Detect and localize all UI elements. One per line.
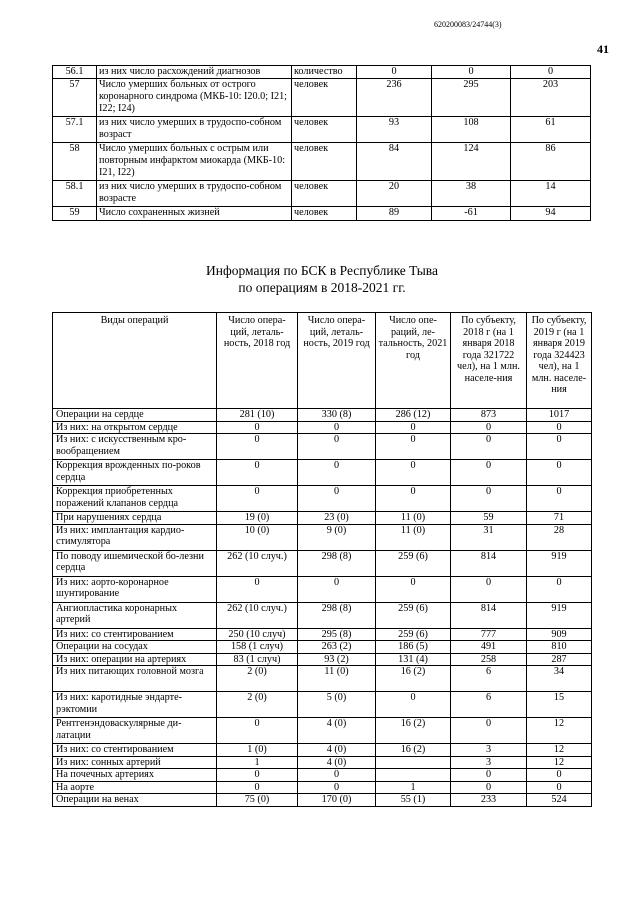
indicators-table xyxy=(52,65,591,221)
table-cell: 0 xyxy=(298,769,376,782)
table-cell: 233 xyxy=(451,794,527,807)
operation-name: Из них: каротидные эндарте-рэктомии xyxy=(53,692,217,718)
operation-name: По поводу ишемической бо-лезни сердца xyxy=(53,550,217,576)
table-cell: 56.1 xyxy=(53,66,97,79)
table-cell: 14 xyxy=(511,181,591,207)
table-cell: 0 xyxy=(527,460,592,486)
table-cell: 94 xyxy=(511,207,591,221)
table-cell: 4 (0) xyxy=(298,756,376,769)
table-cell: 16 (2) xyxy=(376,718,451,744)
column-header: По субъекту, 2018 г (на 1 января 2018 года 321722 чел), на 1 млн. населе-ния xyxy=(451,313,527,409)
table-cell: человек xyxy=(292,181,357,207)
table-cell: из них число расхождений диагнозов xyxy=(97,66,292,79)
table-cell: 0 xyxy=(217,769,298,782)
table-cell: 61 xyxy=(511,117,591,143)
page-number: 41 xyxy=(597,42,609,56)
table-cell: 16 (2) xyxy=(376,666,451,692)
table-cell: 0 xyxy=(451,718,527,744)
table-cell: 12 xyxy=(527,744,592,757)
table-cell: 0 xyxy=(451,769,527,782)
table-row xyxy=(53,181,591,207)
table-cell: 93 xyxy=(357,117,432,143)
table-cell: 919 xyxy=(527,550,592,576)
table-cell: 0 xyxy=(298,460,376,486)
table-cell: 2 (0) xyxy=(217,666,298,692)
operation-name: Из них: операции на артериях xyxy=(53,653,217,666)
table-row xyxy=(53,769,592,782)
operation-name: Ангиопластика коронарных артерий xyxy=(53,602,217,628)
table-cell: 873 xyxy=(451,409,527,422)
table-cell: 23 (0) xyxy=(298,512,376,525)
operation-name: Операции на сердце xyxy=(53,409,217,422)
table-cell: 3 xyxy=(451,744,527,757)
table-row xyxy=(53,421,592,434)
table-cell: 10 (0) xyxy=(217,524,298,550)
table-cell: 258 xyxy=(451,653,527,666)
table-row xyxy=(53,550,592,576)
table-cell: 186 (5) xyxy=(376,641,451,654)
table-cell: 259 (6) xyxy=(376,602,451,628)
table-cell: человек xyxy=(292,117,357,143)
table-cell: человек xyxy=(292,207,357,221)
table-cell: 59 xyxy=(53,207,97,221)
table-cell: 0 xyxy=(451,434,527,460)
table-row xyxy=(53,602,592,628)
table-cell: 259 (6) xyxy=(376,550,451,576)
table-cell: из них число умерших в трудоспо-собном возрасте xyxy=(97,181,292,207)
document-number: 620200083/24744(3) xyxy=(434,20,502,29)
table-cell: 57.1 xyxy=(53,117,97,143)
operations-table xyxy=(52,312,592,807)
table-row xyxy=(53,653,592,666)
table-cell: 524 xyxy=(527,794,592,807)
table-cell: 93 (2) xyxy=(298,653,376,666)
table-row xyxy=(53,692,592,718)
table-cell: 0 xyxy=(217,576,298,602)
table-cell: 909 xyxy=(527,628,592,641)
table-row xyxy=(53,143,591,181)
table-row xyxy=(53,794,592,807)
table-cell: 0 xyxy=(527,781,592,794)
operation-name: Из них: со стентированием xyxy=(53,744,217,757)
table-cell: 0 xyxy=(527,486,592,512)
table-cell: 0 xyxy=(298,421,376,434)
table-cell: из них число умерших в трудоспо-собном возраст xyxy=(97,117,292,143)
table-cell: 0 xyxy=(376,460,451,486)
table-row xyxy=(53,460,592,486)
table-cell: 4 (0) xyxy=(298,744,376,757)
table-cell: 28 xyxy=(527,524,592,550)
table-cell: 0 xyxy=(298,434,376,460)
table-row xyxy=(53,117,591,143)
column-header: Число опера-ций, леталь-ность, 2019 год xyxy=(298,313,376,409)
table-cell: 83 (1 случ) xyxy=(217,653,298,666)
table-cell: 20 xyxy=(357,181,432,207)
operation-name: Из них: аорто-коронарное шунтирование xyxy=(53,576,217,602)
table-cell: 158 (1 случ) xyxy=(217,641,298,654)
table-cell: 0 xyxy=(527,434,592,460)
table-row xyxy=(53,486,592,512)
table-cell: 0 xyxy=(451,421,527,434)
operation-name: Из них: сонных артерий xyxy=(53,756,217,769)
table-row xyxy=(53,576,592,602)
column-header: Виды операций xyxy=(53,313,217,409)
table-cell xyxy=(376,756,451,769)
section-subtitle: по операциям в 2018-2021 гг. xyxy=(238,280,406,295)
table-cell: 38 xyxy=(432,181,511,207)
table-cell: 11 (0) xyxy=(376,524,451,550)
table-cell: 108 xyxy=(432,117,511,143)
table-cell: 298 (8) xyxy=(298,550,376,576)
table-cell: 34 xyxy=(527,666,592,692)
table-cell: 86 xyxy=(511,143,591,181)
table-cell: 287 xyxy=(527,653,592,666)
table-cell: -61 xyxy=(432,207,511,221)
table-cell: 814 xyxy=(451,602,527,628)
table-cell: 263 (2) xyxy=(298,641,376,654)
operation-name: Из них: имплантация кардио-стимулятора xyxy=(53,524,217,550)
operation-name: Из них: с искусственным кро-вообращением xyxy=(53,434,217,460)
table-cell: 0 xyxy=(217,421,298,434)
table-cell: 250 (10 случ) xyxy=(217,628,298,641)
operation-name: На почечных артериях xyxy=(53,769,217,782)
table-row xyxy=(53,512,592,525)
table-cell: 1 xyxy=(376,781,451,794)
table-cell: 919 xyxy=(527,602,592,628)
table-cell: 2 (0) xyxy=(217,692,298,718)
operation-name: При нарушениях сердца xyxy=(53,512,217,525)
operation-name: Из них: со стентированием xyxy=(53,628,217,641)
table-cell: 0 xyxy=(376,692,451,718)
operation-name: Рентгенэндоваскулярные ди-латации xyxy=(53,718,217,744)
table-row xyxy=(53,207,591,221)
table-cell: Число умерших больных от острого коронарного синдрома (МКБ-10: I20.0; I21; I22; I24) xyxy=(97,79,292,117)
operation-name: Коррекция врожденных по-роков сердца xyxy=(53,460,217,486)
table-cell: 1017 xyxy=(527,409,592,422)
table-cell: 16 (2) xyxy=(376,744,451,757)
operation-name: На аорте xyxy=(53,781,217,794)
table-cell: 15 xyxy=(527,692,592,718)
table-cell: 814 xyxy=(451,550,527,576)
table-cell: 58 xyxy=(53,143,97,181)
table-cell: 11 (0) xyxy=(298,666,376,692)
table-cell: 1 (0) xyxy=(217,744,298,757)
table-row xyxy=(53,409,592,422)
table-cell: 0 xyxy=(527,769,592,782)
operation-name: Из них питающих головной мозга xyxy=(53,666,217,692)
table-cell: 71 xyxy=(527,512,592,525)
table-cell xyxy=(376,769,451,782)
table-cell: 6 xyxy=(451,666,527,692)
table-cell: 131 (4) xyxy=(376,653,451,666)
operation-name: Из них: на открытом сердце xyxy=(53,421,217,434)
table-row xyxy=(53,434,592,460)
table-cell: 0 xyxy=(376,434,451,460)
table-cell: 0 xyxy=(376,421,451,434)
table-cell: 4 (0) xyxy=(298,718,376,744)
table-cell: 0 xyxy=(511,66,591,79)
table-row xyxy=(53,666,592,692)
table-cell: 0 xyxy=(298,781,376,794)
table-cell: 124 xyxy=(432,143,511,181)
table-cell: 0 xyxy=(451,576,527,602)
operation-name: Коррекция приобретенных поражений клапанов сердца xyxy=(53,486,217,512)
table-cell: 0 xyxy=(357,66,432,79)
table-cell: 298 (8) xyxy=(298,602,376,628)
table-cell: 6 xyxy=(451,692,527,718)
table-cell: 0 xyxy=(451,486,527,512)
table-cell: 295 xyxy=(432,79,511,117)
table-cell: 0 xyxy=(217,486,298,512)
table-cell: 0 xyxy=(298,486,376,512)
table-cell: 330 (8) xyxy=(298,409,376,422)
table-cell: 3 xyxy=(451,756,527,769)
table-cell: 0 xyxy=(451,460,527,486)
table-cell: 58.1 xyxy=(53,181,97,207)
table-cell: 0 xyxy=(432,66,511,79)
table-cell: 0 xyxy=(217,718,298,744)
table-row xyxy=(53,524,592,550)
table-cell: 491 xyxy=(451,641,527,654)
table-cell: 59 xyxy=(451,512,527,525)
table-row xyxy=(53,66,591,79)
column-header: По субъекту, 2019 г (на 1 января 2019 года 324423 чел), на 1 млн. населе-ния xyxy=(527,313,592,409)
table-cell: 55 (1) xyxy=(376,794,451,807)
table-row xyxy=(53,628,592,641)
table-cell: 236 xyxy=(357,79,432,117)
table-cell: 0 xyxy=(376,486,451,512)
table-cell: 12 xyxy=(527,756,592,769)
table-cell: 0 xyxy=(217,460,298,486)
table-row xyxy=(53,744,592,757)
table-cell: 0 xyxy=(217,781,298,794)
table-cell: 0 xyxy=(217,434,298,460)
table-cell: 0 xyxy=(527,576,592,602)
column-header: Число опе-раций, ле-тальность, 2021 год xyxy=(376,313,451,409)
table-cell: 777 xyxy=(451,628,527,641)
table-cell: количество xyxy=(292,66,357,79)
table-cell: 5 (0) xyxy=(298,692,376,718)
table-cell: 0 xyxy=(451,781,527,794)
table-cell: 295 (8) xyxy=(298,628,376,641)
table-row xyxy=(53,718,592,744)
table-cell: 0 xyxy=(527,421,592,434)
table-cell: Число умерших больных с острым или повторным инфарктом миокарда (МКБ-10: I21, I22) xyxy=(97,143,292,181)
table-cell: 11 (0) xyxy=(376,512,451,525)
table-cell: человек xyxy=(292,79,357,117)
table-cell: 262 (10 случ.) xyxy=(217,550,298,576)
table-cell: 281 (10) xyxy=(217,409,298,422)
table-cell: 57 xyxy=(53,79,97,117)
table-cell: 31 xyxy=(451,524,527,550)
table-cell: 810 xyxy=(527,641,592,654)
table-cell: 203 xyxy=(511,79,591,117)
table-cell: 12 xyxy=(527,718,592,744)
table-cell: 170 (0) xyxy=(298,794,376,807)
table-cell: 0 xyxy=(376,576,451,602)
table-cell: 1 xyxy=(217,756,298,769)
table-cell: 259 (6) xyxy=(376,628,451,641)
table-cell: 262 (10 случ.) xyxy=(217,602,298,628)
table-row xyxy=(53,781,592,794)
table-cell: 19 (0) xyxy=(217,512,298,525)
table-cell: 75 (0) xyxy=(217,794,298,807)
operation-name: Операции на венах xyxy=(53,794,217,807)
table-cell: 9 (0) xyxy=(298,524,376,550)
operation-name: Операции на сосудах xyxy=(53,641,217,654)
table-cell: 286 (12) xyxy=(376,409,451,422)
table-cell: человек xyxy=(292,143,357,181)
table-cell: 84 xyxy=(357,143,432,181)
table-cell: 0 xyxy=(298,576,376,602)
section-title: Информация по БСК в Республике Тыва xyxy=(206,263,438,278)
column-header: Число опера-ций, леталь-ность, 2018 год xyxy=(217,313,298,409)
table-cell: Число сохраненных жизней xyxy=(97,207,292,221)
table-row xyxy=(53,79,591,117)
table-cell: 89 xyxy=(357,207,432,221)
table-row xyxy=(53,756,592,769)
table-row xyxy=(53,641,592,654)
